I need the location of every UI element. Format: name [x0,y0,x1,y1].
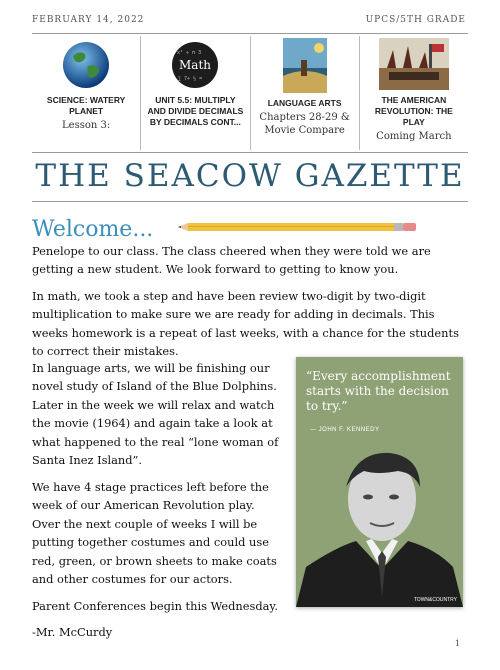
poster-brand: TOWN&COUNTRY [413,597,457,603]
topic-title: SCIENCE: WATERY PLANET [46,95,126,117]
poster-attribution: — JOHN F. KENNEDY [310,427,380,433]
svg-text:x² ÷ π 3: x² ÷ π 3 [177,50,202,56]
topic-subtitle: Coming March [376,131,452,143]
article-continued [32,359,286,650]
globe-icon [61,40,111,90]
math-icon-label: Math [179,58,212,72]
topic-science [32,36,140,150]
topic-math [140,36,249,150]
kennedy-portrait [296,437,463,607]
quote-poster [296,357,463,607]
header-rule [32,33,468,34]
book-cover-icon [281,38,329,93]
poster-quote: “Every accomplishment starts with the decision to try.” [306,369,451,413]
page-number: 1 [454,639,460,648]
paragraph-play: We have 4 stage practices left before the week of our American Revolution play. Over the next couple of weeks I will be putting together costumes and could use red, green, or brown sheets to make coats and other costumes for our actors. [32,479,277,587]
masthead-title: THE SEACOW GAZETTE [35,158,465,194]
svg-text:∑ 7+ ½ =: ∑ 7+ ½ = [178,76,203,82]
paragraph-conferences: Parent Conferences begin this Wednesday. [32,598,278,613]
pencil-icon [178,222,418,232]
masthead-rule-top [32,152,468,153]
header-school: UPCS/5TH GRADE [365,15,466,25]
paragraph-language-arts: In language arts, we will be finishing our novel study of Island of the Blue Dolphins. Later in the week we will relax and watch the movie (1964) and again take a look at what happened to the real “lone woman of Santa Inez Island”. [32,361,279,468]
revolution-painting-icon [379,38,449,90]
topic-title: THE AMERICAN REVOLUTION: THE PLAY [374,95,453,128]
paragraph-math: In math, we took a step and have been review two-digit by two-digit multiplication to make sure we are ready for adding in decimals. This weeks homework is a repeat of last weeks, with a chance for the students to correct their mistakes. [32,288,459,359]
topic-subtitle: Lesson 3: [62,120,111,132]
topic-language-arts [250,36,359,150]
topic-title: LANGUAGE ARTS [267,98,342,108]
paragraph-welcome: Penelope to our class. The class cheered when they were told we are getting a new student. We look forward to getting to know you. [32,244,431,277]
math-chalkboard-icon [170,40,220,90]
topic-subtitle: Chapters 28-29 & Movie Compare [259,112,350,137]
article-intro [32,242,472,369]
header-date: FEBRUARY 14, 2022 [32,15,145,25]
masthead-rule-bottom [32,201,468,202]
topic-american-revolution [359,36,468,150]
topic-columns [32,36,468,150]
topic-title: UNIT 5.5: MULTIPLY AND DIVIDE DECIMALS BY DECIMALS CONT... [147,95,244,128]
signature: -Mr. McCurdy [32,625,113,640]
welcome-heading: Welcome... [32,217,154,242]
